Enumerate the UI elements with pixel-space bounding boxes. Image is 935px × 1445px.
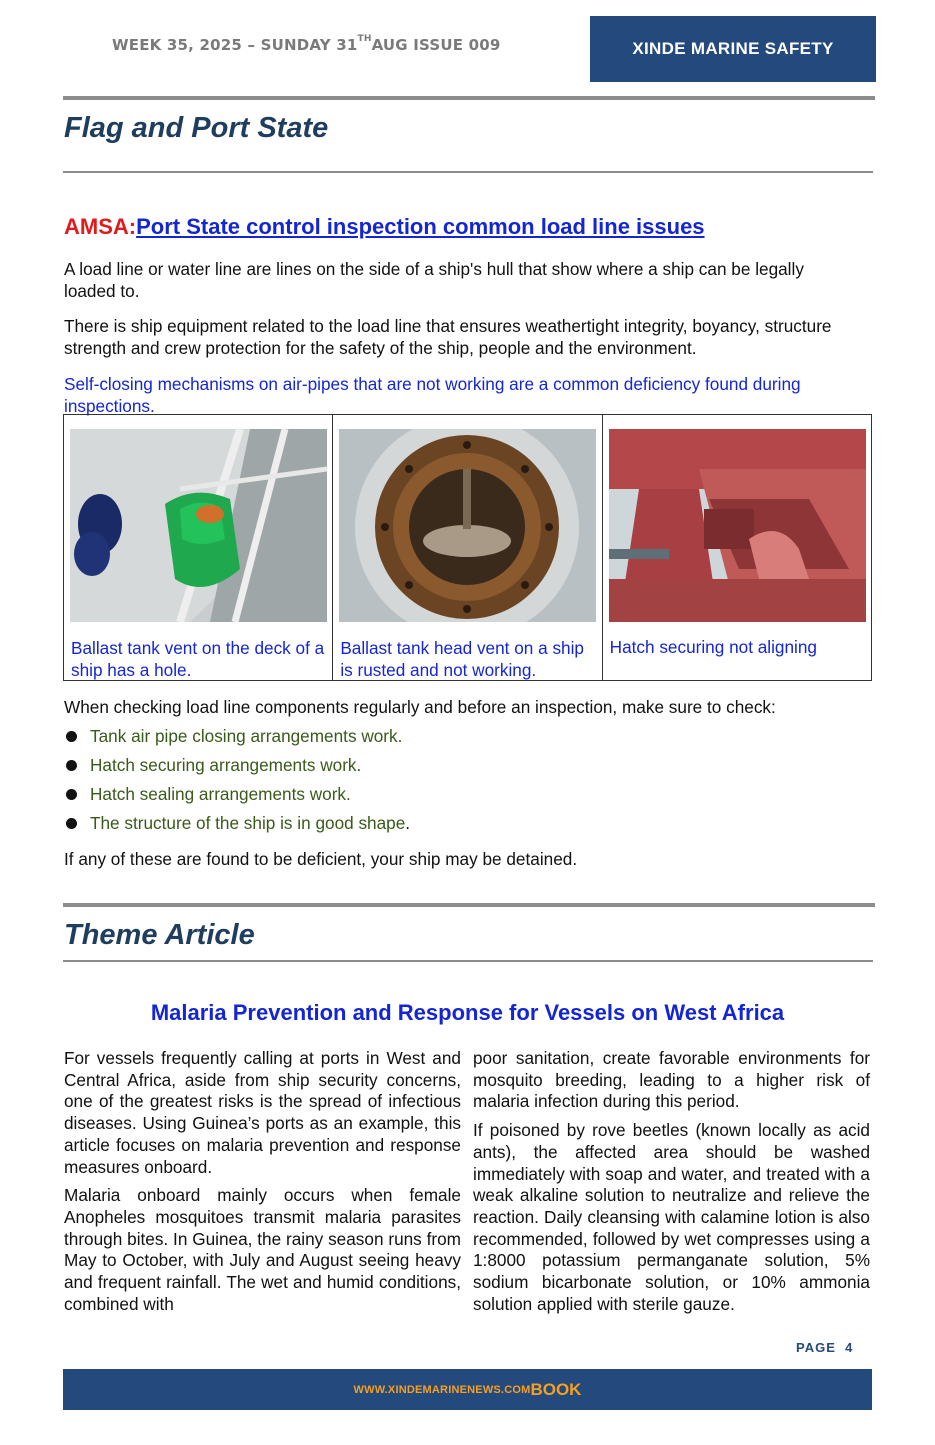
checklist-item: The structure of the ship is in good shape . <box>64 809 410 838</box>
bullet-icon <box>66 731 77 742</box>
paragraph-load-line: A load line or water line are lines on the side of a ship's hull that show where a ship can be legally loaded to. <box>64 259 804 301</box>
bullet-icon <box>66 818 77 829</box>
article-column-right <box>473 1048 870 1322</box>
checklist-item: Hatch securing arrangements work. <box>64 751 410 780</box>
issue-line <box>112 36 501 54</box>
page-number: PAGE 4 <box>796 1340 854 1355</box>
head-vent-photo <box>339 429 596 622</box>
closing-paragraph: If any of these are found to be deficient, your ship may be detained. <box>64 849 578 869</box>
issue-date-post: AUG ISSUE 009 <box>371 36 501 54</box>
section-title-flag-port: Flag and Port State <box>64 112 329 144</box>
section-title-theme: Theme Article <box>64 919 255 951</box>
article-paragraph: Malaria onboard mainly occurs when female Anopheles mosquitoes transmit malaria parasites through bites. In Guinea, the rainy season runs from May to October, with July and August seeing heavy and frequent rainfall. The wet and humid conditions, combined with <box>64 1185 461 1314</box>
article-paragraph: For vessels frequently calling at ports in West and Central Africa, aside from ship security concerns, one of the greatest risks is the spread of infectious diseases. Using Guinea’s ports as an example, this article focuses on malaria prevention and response measures onboard. <box>64 1048 461 1177</box>
section-rule-top <box>63 96 875 100</box>
article-source: AMSA: <box>64 214 137 239</box>
article-column-left <box>64 1048 461 1322</box>
checklist-intro: When checking load line components regularly and before an inspection, make sure to check: <box>64 697 776 717</box>
theme-article-heading: Malaria Prevention and Response for Vessels on West Africa <box>150 1000 785 1025</box>
photo-caption: Ballast tank vent on the deck of a ship has a hole. <box>71 638 325 680</box>
footer-book-label: BOOK <box>530 1379 582 1399</box>
checklist <box>64 722 410 838</box>
issue-date-suffix: TH <box>357 34 372 44</box>
section-rule-bottom <box>63 960 873 962</box>
photo-cell <box>602 415 871 681</box>
hatch-photo <box>609 429 866 622</box>
footer-bar <box>63 1369 872 1410</box>
checklist-item: Hatch sealing arrangements work. <box>64 780 410 809</box>
paragraph-equipment: There is ship equipment related to the load line that ensures weathertight integrity, boyancy, structure strength and crew protection for the safety of the ship, people and the environment. <box>64 316 832 358</box>
photo-cell <box>64 415 333 681</box>
footer-website-link[interactable]: WWW.XINDEMARINENEWS.COM <box>353 1383 531 1396</box>
article-heading <box>64 214 705 240</box>
photo-caption: Hatch securing not aligning <box>609 637 817 657</box>
section-rule-top <box>63 903 875 907</box>
bullet-icon <box>66 760 77 771</box>
section-rule-bottom <box>63 171 873 173</box>
photo-caption: Ballast tank head vent on a ship is rusted and not working. <box>340 638 584 680</box>
checklist-item: Tank air pipe closing arrangements work. <box>64 722 410 751</box>
article-paragraph: If poisoned by rove beetles (known locally as acid ants), the affected area should be washed immediately with soap and water, and treated with a weak alkaline solution to neutralize and relieve the reaction. Daily cleansing with calamine lotion is also recommended, followed by wet compresses using a 1:8000 potassium permanganate solution, 5% sodium bicarbonate solution, or 10% ammonia solution applied with sterile gauze. <box>473 1120 870 1314</box>
vent-deck-photo <box>70 429 327 622</box>
article-link[interactable]: Port State control inspection common load line issues <box>136 214 705 239</box>
issue-date-pre: WEEK 35, 2025 – SUNDAY 31 <box>112 36 358 54</box>
article-paragraph: poor sanitation, create favorable environments for mosquito breeding, leading to a higher risk of malaria infection during this period. <box>473 1048 870 1112</box>
bullet-icon <box>66 789 77 800</box>
brand-banner: XINDE MARINE SAFETY <box>590 16 876 82</box>
paragraph-highlight: Self-closing mechanisms on air-pipes that are not working are a common deficiency found during inspections. <box>64 374 801 416</box>
photo-cell <box>333 415 602 681</box>
photo-table <box>63 414 872 681</box>
